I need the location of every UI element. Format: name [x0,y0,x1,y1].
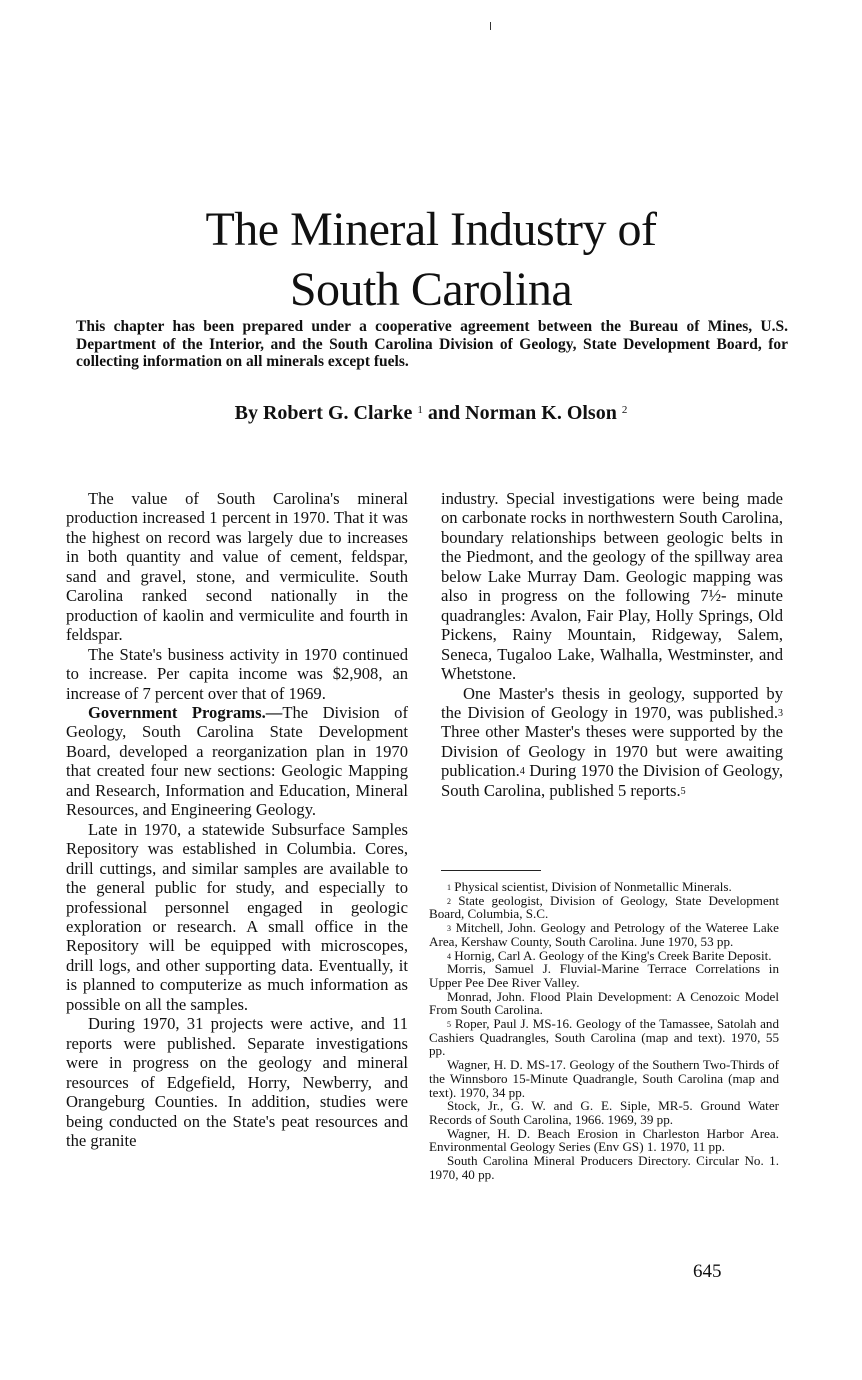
paragraph-theses [441,684,783,801]
footnote-mark: 1 [447,883,451,892]
footnote-mark: 5 [447,1020,451,1030]
investigations-text-a: industry. Special investigations were being made on carbonate rocks in northwestern South Carolina, boundary relationships between geologic belts in the Piedmont, and the geology of the spillway area below Lake Murray Dam. Geologic mapping was also in progress on the following [441,489,783,606]
footnote-text: Wagner, H. D. MS-17. Geology of the Southern Two-Thirds of the Winnsboro 15-Minute Quadrangle, South Carolina (map and text). 1970, 34 pp. [429,1057,779,1100]
footnote-text: Monrad, John. Flood Plain Development: A Cenozoic Model From South Carolina. [429,988,779,1018]
footnote [429,1127,779,1154]
paragraph-business-activity: The State's business activity in 1970 continued to increase. Per capita income was $2,908, an increase of 7 percent over that of 1969. [66,644,408,703]
footnote-text: State geologist, Division of Geology, State Development Board, Columbia, S.C. [429,892,779,922]
footnote [429,962,779,989]
footnote-text: Roper, Paul J. MS-16. Geology of the Tamassee, Satolah and Cashiers Quadrangles, South Carolina (map and text). 1970, 55 pp. [429,1016,779,1059]
paragraph-government-programs [66,703,408,820]
note-ref-4: 4 [519,766,525,778]
footnote [429,921,779,948]
footnote [429,894,779,921]
paragraph-projects: During 1970, 31 projects were active, and 11 reports were published. Separate investigations were in progress on the geology and mineral resources of Edgefield, Horry, Newberry, and Orangeburg Counties. In addition, studies were being conducted on the State's peat resources and the granite [66,1014,408,1150]
paragraph-mineral-value: The value of South Carolina's mineral production increased 1 percent in 1970. That it was the highest on record was largely due to increases in both quantity and value of cement, feldspar, sand and gravel, stone, and vermiculite. South Carolina ranked second nationally in the production of kaolin and vermiculite and fourth in feldspar. [66,489,408,645]
footnote [429,1058,779,1099]
left-column [66,489,408,1150]
byline-connector: and [427,402,461,424]
theses-text-c: During 1970 the Division of Geology, South Carolina, published 5 reports. [441,761,783,800]
section-heading-government-programs: Government Programs.— [88,702,283,722]
footnote [429,880,779,894]
footnote-text: South Carolina Mineral Producers Directory. Circular No. 1. 1970, 40 pp. [429,1153,779,1182]
footnote [429,1017,779,1058]
footnote-text: Mitchell, John. Geology and Petrology of the Wateree Lake Area, Kershaw County, South Carolina. June 1970, 53 pp. [429,920,779,949]
footnote-text: Wagner, H. D. Beach Erosion in Charleston Harbor Area. Environmental Geology Series (Env GS) 1. 1970, 11 pp. [429,1125,779,1155]
footnote [429,949,779,963]
author-1-note: 1 [417,404,423,416]
page-number: 645 [693,1261,722,1282]
chapter-title [0,200,862,320]
title-line-1: The Mineral Industry of [205,203,657,257]
investigations-text-b: minute quadrangles: Avalon, Fair Play, Holly Springs, Old Pickens, Rainy Mountain, Ridgeway, Salem, Seneca, Tugaloo Lake, Walhalla, Westminster, and Whetstone. [441,586,783,684]
footnote-rule [441,870,541,871]
footnote-mark: 3 [447,924,451,934]
note-ref-5: 5 [680,785,686,797]
footnote-text: Morris, Samuel J. Fluvial-Marine Terrace Correlations in Upper Pee Dee River Valley. [429,961,779,990]
footnote-mark: 4 [447,951,451,961]
fraction-seven-half: 7½- [700,586,727,606]
note-ref-3: 3 [778,707,783,719]
author-2-note: 2 [621,404,628,416]
footnote-mark: 2 [447,896,451,906]
title-line-2: South Carolina [289,263,573,317]
paragraph-investigations [441,489,783,684]
footnotes [429,880,779,1181]
author-2: Norman K. Olson [465,402,617,424]
theses-text-b: Three other Master's theses were supported by the Division of Geology in 1970 but were awaiting publication. [441,722,783,781]
footnote-text: Stock, Jr., G. W. and G. E. Siple, MR-5. Ground Water Records of South Carolina, 1966. 1969, 39 pp. [429,1098,779,1127]
byline [0,402,862,425]
author-1: Robert G. Clarke [262,402,413,424]
footnote [429,990,779,1017]
footnote [429,1154,779,1181]
paragraph-repository: Late in 1970, a statewide Subsurface Samples Repository was established in Columbia. Cores, drill cuttings, and similar samples are available to the general public for study, and especially to professional personnel engaged in geologic exploration or research. A small office in the Repository will be equipped with microscopes, drill logs, and other supporting data. Eventually, it is planned to computerize as much information as possible on all the samples. [66,819,408,1014]
byline-prefix: By [234,402,258,424]
footnote-text: Physical scientist, Division of Nonmetallic Minerals. [454,879,732,894]
right-column [441,489,783,800]
footnote-text: Hornig, Carl A. Geology of the King's Creek Barite Deposit. [454,947,772,963]
government-programs-text: The Division of Geology, South Carolina State Development Board, developed a reorganization plan in 1970 that created four new sections: Geologic Mapping and Research, Information and Education, Mineral Resources, and Engineering Geology. [66,702,408,820]
theses-text-a: One Master's thesis in geology, supported by the Division of Geology in 1970, was published. [441,683,783,722]
scan-mark [490,22,491,30]
footnote [429,1099,779,1126]
chapter-intro: This chapter has been prepared under a cooperative agreement between the Bureau of Mines, U.S. Department of the Interior, and the South Carolina Division of Geology, State Development Board, for collecting information on all minerals except fuels. [76,318,788,370]
